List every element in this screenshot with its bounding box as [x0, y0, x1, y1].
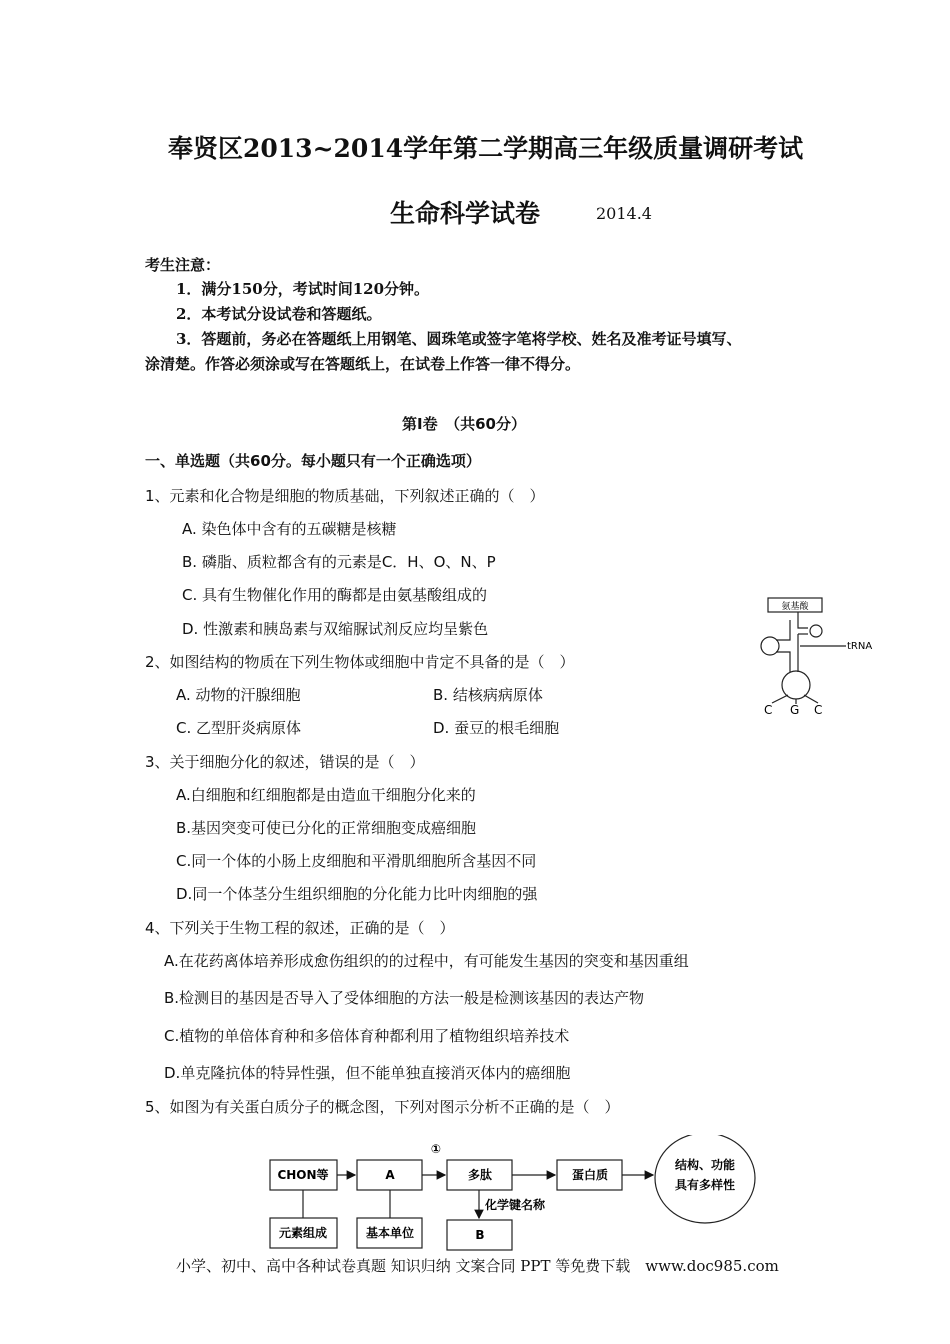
- section-title: 第Ⅰ卷 （共60分）: [402, 415, 526, 433]
- question-4-option: C.植物的单倍体育种和多倍体育种都利用了植物组织培养技术: [164, 1027, 570, 1045]
- exam-subtitle: 生命科学试卷: [390, 199, 541, 228]
- unit-box: 基本单位: [365, 1226, 415, 1240]
- a-box: A: [385, 1168, 395, 1182]
- question-1-option: A. 染色体中含有的五碳糖是核糖: [182, 520, 397, 538]
- question-4-option: D.单克隆抗体的特异性强，但不能单独直接消灭体内的癌细胞: [164, 1064, 571, 1082]
- question-1-option: D. 性激素和胰岛素与双缩脲试剂反应均呈紫色: [182, 620, 489, 638]
- trna-label: tRNA: [847, 641, 873, 652]
- notice-item: 2．本考试分设试卷和答题纸。: [176, 305, 382, 323]
- chon-box: CHON等: [277, 1168, 329, 1182]
- question-3-option: D.同一个体茎分生组织细胞的分化能力比叶肉细胞的强: [176, 885, 538, 903]
- bond-name-label: 化学键名称: [484, 1198, 546, 1212]
- exam-date: 2014.4: [596, 204, 652, 223]
- notice-heading: 考生注意：: [145, 256, 221, 274]
- notice-item: 3．答题前，务必在答题纸上用钢笔、圆珠笔或签字笔将学校、姓名及准考证号填写、: [176, 330, 742, 348]
- elements-box: 元素组成: [278, 1226, 328, 1240]
- question-2-option: C. 乙型肝炎病原体: [176, 719, 302, 737]
- question-3-option: A.白细胞和红细胞都是由造血干细胞分化来的: [176, 786, 476, 804]
- amino-acid-label: 氨基酸: [781, 602, 809, 612]
- question-2-option: D. 蚕豆的根毛细胞: [433, 719, 560, 737]
- exam-title: 奉贤区2013~2014学年第二学期高三年级质量调研考试: [168, 134, 804, 163]
- question-4-option: A.在花药离体培养形成愈伤组织的的过程中，有可能发生基因的突变和基因重组: [164, 952, 689, 970]
- notice-item: 1．满分150分，考试时间120分钟。: [176, 280, 430, 298]
- notice-item-continuation: 涂清楚。作答必须涂或写在答题纸上，在试卷上作答一律不得分。: [145, 355, 581, 373]
- question-4-option: B.检测目的基因是否导入了受体细胞的方法一般是检测该基因的表达产物: [164, 989, 645, 1007]
- b-box: B: [475, 1228, 485, 1242]
- question-3-option: C.同一个体的小肠上皮细胞和平滑肌细胞所含基因不同: [176, 852, 537, 870]
- part-title: 一、单选题（共60分。每小题只有一个正确选项）: [145, 452, 481, 470]
- question-3-option: B.基因突变可使已分化的正常细胞变成癌细胞: [176, 819, 477, 837]
- question-1-option: B. 磷脂、质粒都含有的元素是C．H、O、N、P: [182, 553, 496, 571]
- diversity-line2: 具有多样性: [674, 1178, 736, 1192]
- question-4-stem: 4、下列关于生物工程的叙述，正确的是（ ）: [145, 919, 455, 937]
- protein-box: 蛋白质: [571, 1168, 609, 1182]
- footer-text: 小学、初中、高中各种试卷真题 知识归纳 文案合同 PPT 等免费下载 www.doc985.com: [176, 1257, 779, 1275]
- base-label: C: [814, 703, 823, 717]
- question-1-option: C. 具有生物催化作用的酶都是由氨基酸组成的: [182, 586, 488, 604]
- protein-concept-map: [260, 1135, 780, 1260]
- peptide-box: 多肽: [467, 1168, 493, 1182]
- trna-diagram: [740, 590, 890, 720]
- question-2-option: A. 动物的汗腺细胞: [176, 686, 301, 704]
- step-one-label: ①: [430, 1142, 442, 1156]
- question-1-stem: 1、元素和化合物是细胞的物质基础，下列叙述正确的（ ）: [145, 487, 545, 505]
- question-2-stem: 2、如图结构的物质在下列生物体或细胞中肯定不具备的是（ ）: [145, 653, 575, 671]
- diversity-line1: 结构、功能: [674, 1158, 736, 1172]
- question-5-stem: 5、如图为有关蛋白质分子的概念图，下列对图示分析不正确的是（ ）: [145, 1098, 620, 1116]
- question-3-stem: 3、关于细胞分化的叙述，错误的是（ ）: [145, 753, 425, 771]
- question-2-option: B. 结核病病原体: [433, 686, 543, 704]
- base-label: G: [790, 703, 800, 717]
- base-label: C: [764, 703, 773, 717]
